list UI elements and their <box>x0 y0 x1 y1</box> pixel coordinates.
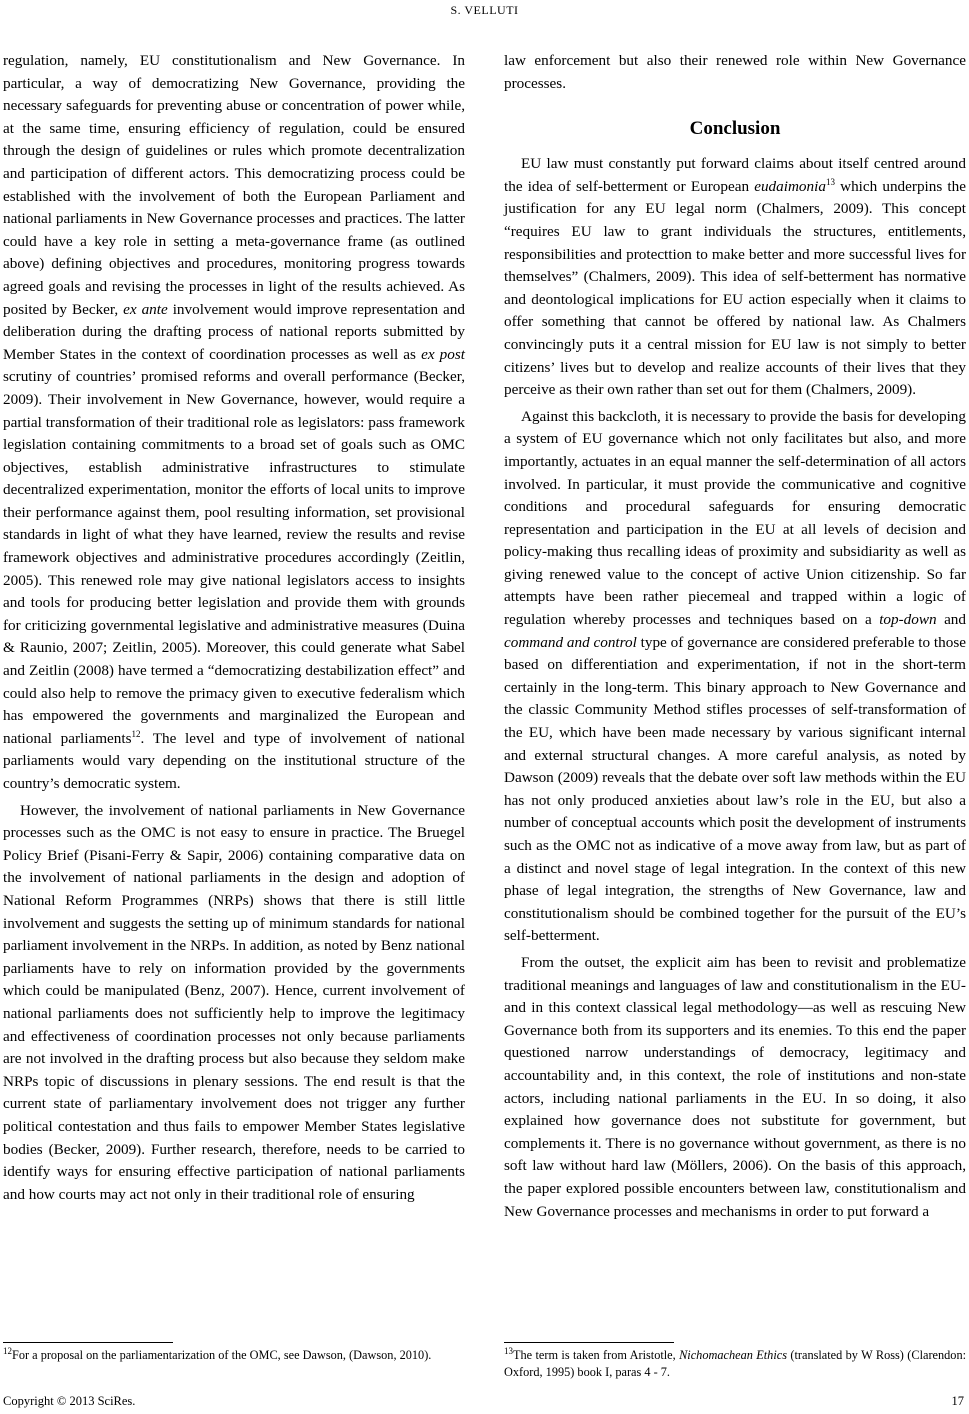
page-number: 17 <box>951 1394 964 1408</box>
italic-run: ex ante <box>123 300 168 318</box>
text-run: which underpins the justification for any EU legal norm (Chalmers, 2009). This concept “requires EU law to grant individuals the structures, entitlements, responsibilities and protecttion to make better and more successful lives for themselves” (Chalmers, 2009). This idea of self-betterment has normative and deontological implications for EU action especially when it claims to offer something that cannot be offered by national law. As Chalmers convincingly puts it a central mission for EU law is not simply to better citizens’ lives but to develop and realize accounts of their lives that they perceive as their own rather than set out for them (Chalmers, 2009). <box>504 177 966 399</box>
footnote-divider-right <box>504 1342 674 1343</box>
left-paragraph-1 <box>3 50 465 796</box>
right-paragraph-2 <box>504 406 966 948</box>
text-run: and <box>936 611 966 629</box>
running-head: S. VELLUTI <box>450 3 519 17</box>
section-title-conclusion: Conclusion <box>689 118 781 140</box>
right-paragraph-3: From the outset, the explicit aim has been to revisit and problematize traditional meanings and languages of law and constitutionalism in the EU-and in this context classical legal methodology—as well as rescuing New Governance both from its supporters and its enemies. To this end the paper questioned narrow understandings of democracy, legitimacy and accountability and, in this context, the role of institutions and non-state actors, including national parliaments in the EU. In so doing, it also explained how governance does not substitute for government, but complements it. There is no governance without government, as there is no soft law without hard law (Möllers, 2006). On the basis of this approach, the paper explored possible encounters between law, constitutionalism and New Governance processes and mechanisms in order to put forward a <box>504 953 966 1220</box>
footnote-text: The term is taken from Aristotle, <box>513 1348 680 1362</box>
italic-run: ex post <box>421 345 465 363</box>
footnote-text: For a proposal on the parliamentarization of the OMC, see Dawson, (Dawson, 2010). <box>12 1348 432 1362</box>
left-paragraph-2: However, the involvement of national parliaments in New Governance processes such as the OMC is not easy to ensure in practice. The Bruegel Policy Brief (Pisani-Ferry & Sapir, 2006) containing comparative data on the involvement of national parliaments in the design and adoption of National Reform Programmes (NRPs) shows that there is still little involvement and suggests the setting up of minimum standards for national parliament involvement in the NRPs. In addition, as noted by Benz national parliaments have to rely on information provided by the governments which could be manipulated (Benz, 2007). Hence, current involvement of national parliaments does not sufficiently help to improve the legitimacy and effectiveness of coordination processes not only because parliaments are not involved in the drafting process but also because they seldom make NRPs topic of discussions in plenary sessions. The end result is that the current state of parliamentary involvement does not trigger any further political contestation and thus fails to empower Member States legislative bodies (Becker, 2009). Further research, therefore, needs to be carried to identify ways for ensuring effective participation of national parliaments and how courts may act not only in their traditional role of ensuring <box>3 801 465 1203</box>
footnote-12 <box>3 1347 465 1364</box>
footnote-ref-12[interactable]: 12 <box>131 728 141 739</box>
text-run: EU law must constantly put forward claims about itself centred around the idea of self-betterment or European <box>504 155 966 195</box>
text-run: involvement would improve representation and deliberation during the drafting process of national reports submitted by Member States in the context of coordination processes as well as <box>3 300 465 363</box>
right-paragraph-1 <box>504 153 966 402</box>
text-run: scrutiny of countries’ promised reforms and overall performance (Becker, 2009). Their involvement in New Governance, however, would require a partial transformation of their traditional role as legislators: pass framework legislation containing commitments to a broad set of goals such as OMC objectives, establish administrative infrastructures to stimulate decentralized experimentation, monitor the efforts of local units to improve their performance against them, pool resulting information, set provisional standards in light of what they have learned, review the results and revise framework objectives and administrative procedures accordingly (Zeitlin, 2005). This renewed role may give national legislators access to insights and tools for producing better legislation and provide them with grounds for criticizing governmental legislative and administrative measures (Duina & Raunio, 2007; Zeitlin, 2005). Moreover, this could generate what Sabel and Zeitlin (2008) have termed a “democratizing destabilization effect” and could also help to remove the primacy given to executive federalism which has empowered the governments and marginalized the European and national parliaments <box>3 368 465 747</box>
footnote-text: (translated by W Ross) (Clarendon: Oxford, 1995) book I, paras 4 - 7. <box>504 1348 967 1379</box>
footnote-number: 13 <box>504 1345 513 1356</box>
right-paragraph-0: law enforcement but also their renewed role within New Governance processes. <box>504 52 966 92</box>
text-run: regulation, namely, EU constitutionalism and New Governance. In particular, a way of democratizing New Governance, providing the necessary safeguards for preventing abuse or concentration of power while, at the same time, ensuring efficiency of regulation, could be ensured through the design of guidelines or rules which promote decentralization and participation of different actors. This democratizing process could be established with the involvement of both the European Parliament and national parliaments in New Governance processes and practices. The latter could have a key role in setting a meta-governance frame (as outlined above) defining objectives and procedures, monitoring progress towards agreed goals and revising the processes in light of the results achieved. As posited by Becker, <box>3 52 465 318</box>
italic-run: top-down <box>879 611 937 629</box>
text-run: . The level and type of involvement of national parliaments would vary depending on the institutional structure of the country’s democratic system. <box>3 729 465 792</box>
footnote-ref-13[interactable]: 13 <box>825 176 835 187</box>
text-run: Against this backcloth, it is necessary to provide the basis for developing a system of EU governance which not only facilitates but also, and more importantly, actuates in an equal manner the self-determination of all actors involved. In particular, it must provide the communicative and cognitive conditions and procedural safeguards for ensuring democratic representation and participation in the EU at all levels of decision and policy-making thus recalling ideas of proximity and subsidiarity as well as giving renewed value to the concept of active Union citizenship. So far attempts have been rather piecemeal and trapped within a logic of regulation whereby processes and techniques based on a <box>504 407 966 629</box>
left-column <box>3 50 465 1210</box>
footnote-13 <box>504 1347 966 1381</box>
footnote-divider-left <box>3 1342 173 1343</box>
copyright-notice: Copyright © 2013 SciRes. <box>3 1394 136 1408</box>
footnote-italic: Nichomachean Ethics <box>679 1348 787 1362</box>
right-column <box>504 50 966 1227</box>
footnote-number: 12 <box>3 1345 12 1356</box>
text-run: type of governance are considered preferable to those based on differentiation and experimentation, if not in the short-term certainly in the long-term. This binary approach to New Governance and the classic Community Method stifles processes of self-transformation of the EU, which have been made necessary by various significant internal and external structural changes. A more careful analysis, as noted by Dawson (2009) reveals that the debate over soft law methods within the EU has not only produced anxieties about law’s role in the EU, but also a number of conceptual accounts which posit the development of instruments such as the OMC not as indicative of a move away from law, but as part of a distinct and novel stage of legal integration. In the context of this new phase of legal integration, the strengths of New Governance, law and constitutionalism should be combined together for the pursuit of the EU’s self-betterment. <box>504 633 966 945</box>
italic-run: command and control <box>504 633 637 651</box>
italic-run: eudaimonia <box>754 177 826 195</box>
